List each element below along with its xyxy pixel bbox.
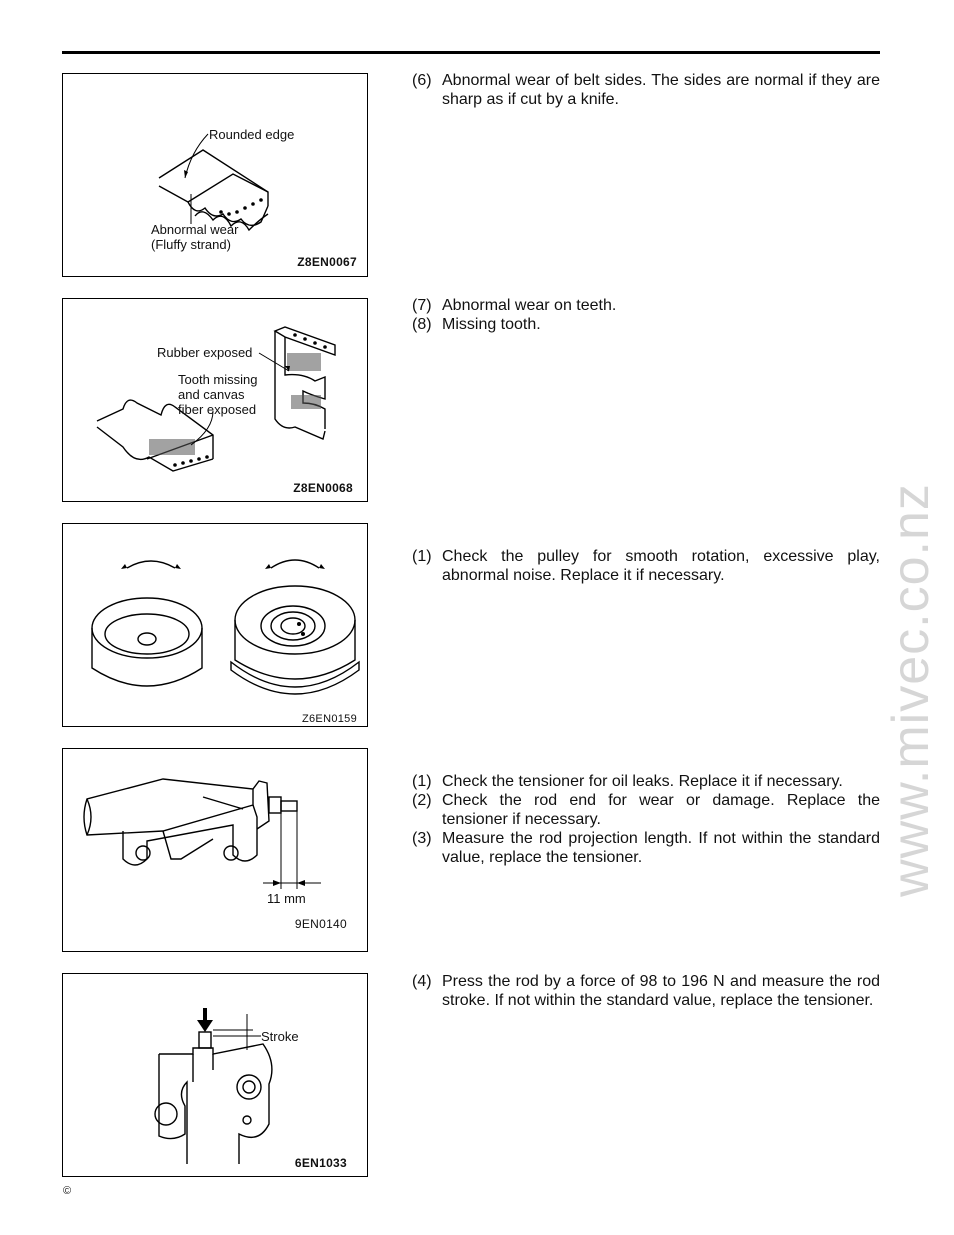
stroke-illustration — [63, 974, 368, 1177]
section-pulley — [412, 547, 880, 585]
label-stroke: Stroke — [261, 1029, 299, 1044]
section-rod-stroke — [412, 972, 880, 1010]
list-item: (4) Press the rod by a force of 98 to 196 N and measure the rod stroke. If not within the standard value, replace the tensioner. — [412, 973, 880, 1009]
label-rounded-edge: Rounded edge — [209, 127, 295, 142]
copyright: © — [63, 1185, 72, 1197]
label-rubber-exposed: Rubber exposed — [157, 345, 253, 360]
figure-belt-side-wear — [62, 73, 368, 277]
list-item: (1) Check the pulley for smooth rotation, excessive play, abnormal noise. Replace it if necessary. — [412, 548, 880, 584]
label-fluffy-strand: (Fluffy strand) — [151, 237, 231, 252]
figure-code: Z8EN0067 — [297, 255, 357, 269]
pulley-illustration — [63, 524, 368, 727]
list-item: (7) Abnormal wear on teeth. — [412, 297, 617, 314]
figure-code: 6EN1033 — [294, 1156, 347, 1170]
header-rule — [62, 51, 880, 54]
label-and-canvas: and canvas — [178, 387, 245, 402]
list-item: (3) Measure the rod projection length. If not within the standard value, replace the tensioner. — [412, 830, 880, 866]
section-belt-sides — [412, 71, 880, 109]
figure-code: Z8EN0068 — [293, 481, 353, 495]
list-item: (8) Missing tooth. — [412, 316, 541, 333]
figure-code: 9EN0140 — [294, 917, 347, 931]
figure-tensioner-projection — [62, 748, 368, 952]
list-item: (2) Check the rod end for wear or damage. Replace the tensioner if necessary. — [412, 792, 880, 828]
figure-rod-stroke — [62, 973, 368, 1177]
watermark: www.mivec.co.nz — [882, 483, 940, 897]
list-item: (6) Abnormal wear of belt sides. The sides are normal if they are sharp as if cut by a knife. — [412, 72, 880, 108]
figure-pulley-check — [62, 523, 368, 727]
label-fiber-exposed: fiber exposed — [178, 402, 257, 417]
list-item: (1) Check the tensioner for oil leaks. Replace it if necessary. — [412, 773, 843, 790]
section-teeth — [412, 296, 880, 334]
figure-code: Z6EN0159 — [302, 713, 357, 725]
label-abnormal-wear: Abnormal wear — [151, 222, 239, 237]
section-tensioner — [412, 772, 880, 867]
label-11-mm: 11 mm — [267, 891, 306, 906]
figure-tooth-wear — [62, 298, 368, 502]
label-tooth-missing: Tooth missing — [178, 372, 258, 387]
